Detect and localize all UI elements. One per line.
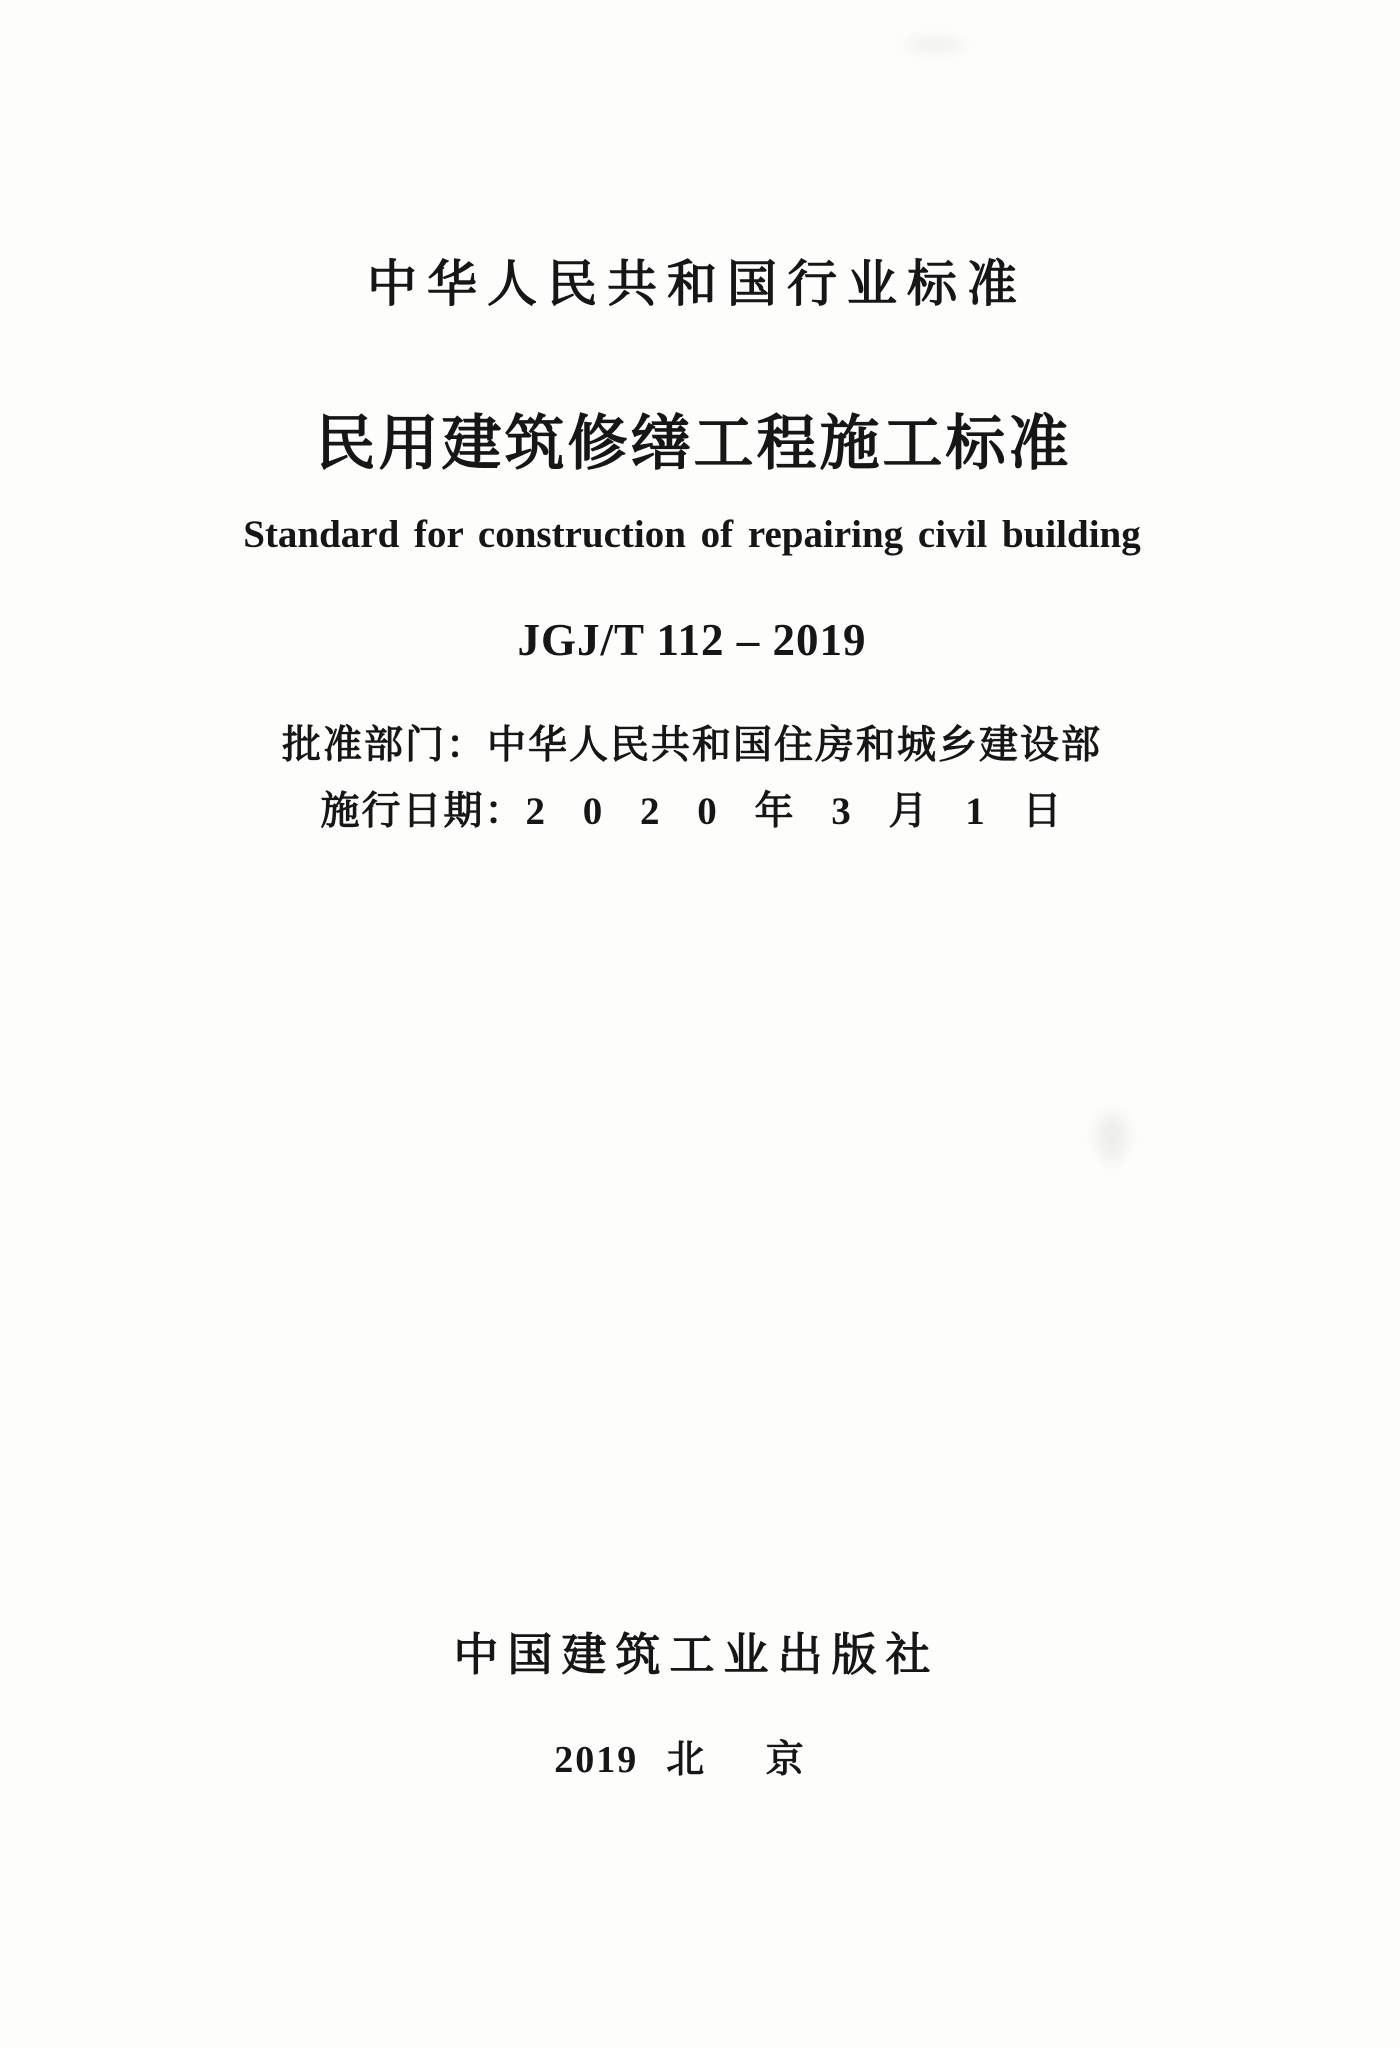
scan-smudge-right bbox=[1095, 1112, 1129, 1162]
implementation-label: 施行日期： bbox=[320, 790, 526, 833]
edition-line bbox=[0, 1728, 1392, 1783]
document-title-chinese: 民用建筑修缮工程施工标准 bbox=[315, 411, 1072, 477]
publisher-name: 中国建筑工业出版社 bbox=[453, 1630, 940, 1680]
standard-series-label: 中华人民共和国行业标准 bbox=[367, 256, 1027, 312]
scan-smudge-top bbox=[905, 38, 965, 52]
approval-value: 中华人民共和国住房和城乡建设部 bbox=[487, 724, 1103, 767]
document-title-english: Standard for construction of repairing civil building bbox=[243, 513, 1141, 556]
publish-city: 北 京 bbox=[666, 1739, 830, 1781]
implementation-date: 2 0 2 0 年 3 月 1 日 bbox=[525, 790, 1064, 833]
approval-label: 批准部门： bbox=[281, 724, 487, 767]
approval-department-line bbox=[0, 714, 1392, 770]
standard-code: JGJ/T 112 – 2019 bbox=[517, 615, 867, 665]
implementation-date-line bbox=[0, 780, 1392, 836]
publish-year: 2019 bbox=[554, 1739, 639, 1781]
